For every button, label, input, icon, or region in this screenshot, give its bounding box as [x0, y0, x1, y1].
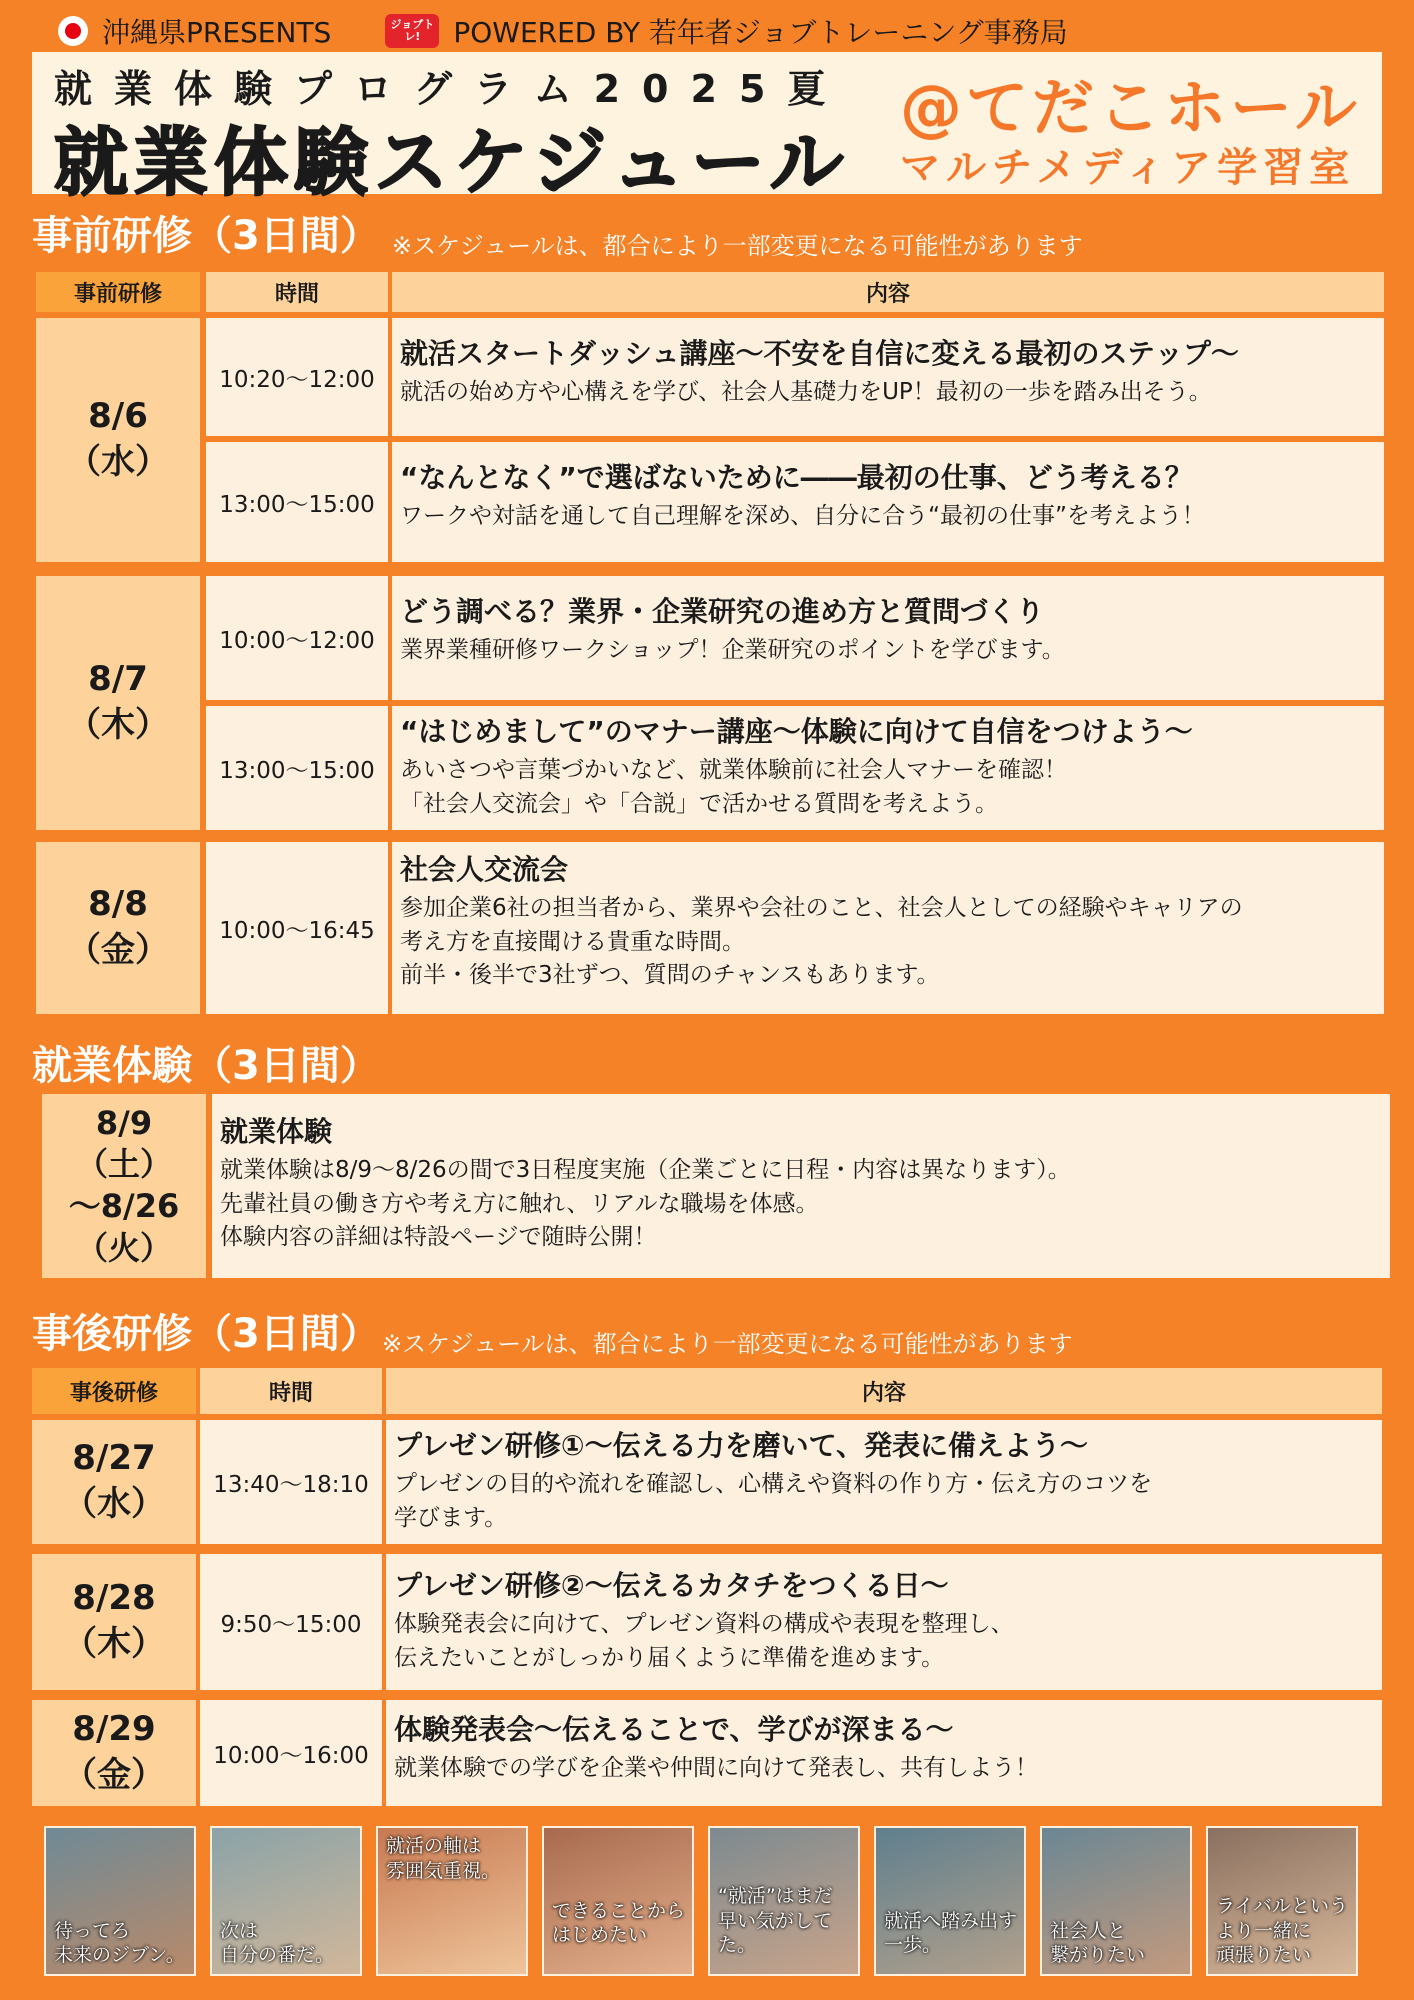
work-experience-heading: 就業体験（3日間） [32, 1043, 380, 1089]
jobtore-logo: ジョブトレ! [385, 14, 439, 48]
photo-2 [210, 1826, 362, 1976]
pre-day-1-date [36, 318, 200, 562]
pre-day-3-session-1-content [392, 842, 1384, 1014]
post-day-2-time: 9:50〜15:00 [200, 1554, 382, 1690]
date-label: 8/7 [88, 659, 148, 700]
caption-line: “就活”はまだ [718, 1884, 833, 1907]
photo-caption [1050, 1919, 1145, 1968]
caption-line: 就活の軸は [386, 1835, 482, 1857]
pre-training-heading: 事前研修（3日間） [32, 213, 380, 259]
date-label: 8/9 [95, 1103, 153, 1142]
photo-5 [708, 1826, 860, 1976]
photo-caption [1216, 1894, 1348, 1968]
post-day-3-time: 10:00〜16:00 [200, 1700, 382, 1806]
pre-schedule-note: ※スケジュールは、都合により一部変更になる可能性があります [392, 232, 1083, 260]
session-description: 「社会人交流会」や「合説」で活かせる質問を考えよう。 [400, 790, 998, 817]
post-day-3-content [386, 1700, 1382, 1806]
caption-line: 雰囲気重視。 [386, 1859, 501, 1882]
post-day-1-time: 13:40〜18:10 [200, 1420, 382, 1544]
photo-7 [1040, 1826, 1192, 1976]
post-day-2-content [386, 1554, 1382, 1690]
pre-col-date-header: 事前研修 [36, 272, 200, 312]
program-title: 就業体験プログラム2025夏 [54, 67, 848, 111]
pre-day-1-session-2-time: 13:00〜15:00 [206, 442, 388, 562]
weekday-label: （火） [75, 1228, 172, 1267]
caption-line: 繋がりたい [1050, 1944, 1146, 1967]
session-title: 就活スタートダッシュ講座〜不安を自信に変える最初のステップ〜 [400, 337, 1239, 370]
session-description: 先輩社員の働き方や考え方に触れ、リアルな職場を体感。 [220, 1190, 819, 1217]
powered-by-text: POWERED BY 若年者ジョブトレーニング事務局 [453, 16, 1068, 49]
session-description: 伝えたいことがしっかり届くように準備を進めます。 [394, 1644, 945, 1671]
session-title: 体験発表会〜伝えることで、学びが深まる〜 [394, 1713, 954, 1746]
photo-1 [44, 1826, 196, 1976]
post-training-heading: 事後研修（3日間） [32, 1311, 380, 1357]
post-col-content-header: 内容 [386, 1368, 1382, 1414]
pre-day-2-date [36, 576, 200, 830]
photo-caption [884, 1909, 1017, 1958]
caption-line: はじめたい [552, 1924, 648, 1947]
page-title: 就業体験スケジュール [54, 120, 850, 206]
session-description: 体験発表会に向けて、プレゼン資料の構成や表現を整理し、 [394, 1611, 1014, 1638]
photo-8 [1206, 1826, 1358, 1976]
date-label: 8/27 [72, 1438, 156, 1479]
session-description: 就活の始め方や心構えを学び、社会人基礎力をUP！最初の一歩を踏み出そう。 [400, 379, 1212, 406]
photo-caption [220, 1919, 334, 1968]
session-title: 社会人交流会 [400, 853, 569, 886]
work-date [42, 1094, 206, 1278]
session-title: プレゼン研修①〜伝える力を磨いて、発表に備えよう〜 [394, 1429, 1089, 1462]
photo-caption [54, 1919, 185, 1968]
session-description: ワークや対話を通して自己理解を深め、自分に合う“最初の仕事”を考えよう！ [400, 503, 1205, 530]
post-schedule-note: ※スケジュールは、都合により一部変更になる可能性があります [382, 1330, 1073, 1358]
session-title: “なんとなく”で選ばないために――最初の仕事、どう考える？ [400, 461, 1193, 494]
caption-line: 就活へ踏み出す [884, 1909, 1018, 1932]
caption-line: 社会人と [1050, 1919, 1127, 1942]
pre-day-2-session-1-content [392, 576, 1384, 700]
post-day-2-date [32, 1554, 196, 1690]
caption-line: ライバルという [1216, 1894, 1349, 1917]
post-day-1-date [32, 1420, 196, 1544]
session-description: 前半・後半で3社ずつ、質問のチャンスもあります。 [400, 962, 940, 989]
post-day-1-content [386, 1420, 1382, 1544]
room-name: マルチメディア学習室 [900, 145, 1356, 191]
pre-day-3-session-1-time: 10:00〜16:45 [206, 842, 388, 1014]
weekday-label: （木） [63, 1624, 165, 1664]
session-description: 体験内容の詳細は特設ページで随時公開！ [220, 1224, 657, 1251]
date-label: 〜8/26 [68, 1187, 180, 1225]
photo-strip [44, 1826, 1374, 1976]
photo-caption [386, 1834, 500, 1883]
weekday-label: （水） [63, 1484, 165, 1524]
pre-day-3-date [36, 842, 200, 1014]
weekday-label: （金） [63, 1755, 165, 1795]
date-label: 8/29 [72, 1709, 156, 1750]
weekday-label: （土） [75, 1145, 172, 1184]
venue-name: @てだこホール [900, 71, 1361, 144]
weekday-label: （木） [67, 705, 169, 745]
date-label: 8/8 [88, 884, 148, 925]
pre-day-2-session-2-content [392, 706, 1384, 830]
pre-day-2-session-2-time: 13:00〜15:00 [206, 706, 388, 830]
weekday-label: （水） [67, 442, 169, 482]
date-label: 8/28 [72, 1578, 156, 1619]
post-col-time-header: 時間 [200, 1368, 382, 1414]
caption-line: 頑張りたい [1216, 1944, 1312, 1967]
pre-col-content-header: 内容 [392, 272, 1384, 312]
date-label: 8/6 [88, 396, 148, 437]
photo-3 [376, 1826, 528, 1976]
session-title: プレゼン研修②〜伝えるカタチをつくる日〜 [394, 1569, 949, 1602]
pre-col-time-header: 時間 [206, 272, 388, 312]
caption-line: できることから [552, 1899, 686, 1922]
caption-line: 自分の番だ。 [220, 1944, 335, 1967]
session-description: 業界業種研修ワークショップ！企業研究のポイントを学びます。 [400, 637, 1065, 664]
session-description: プレゼンの目的や流れを確認し、心構えや資料の作り方・伝え方のコツを [394, 1471, 1153, 1498]
session-title: どう調べる？業界・企業研究の進め方と質問づくり [400, 595, 1045, 628]
session-title: “はじめまして”のマナー講座〜体験に向けて自信をつけよう〜 [400, 715, 1193, 748]
session-description: 参加企業6社の担当者から、業界や会社のこと、社会人としての経験やキャリアの [400, 895, 1243, 922]
caption-line: 未来のジブン。 [54, 1944, 185, 1967]
session-description: 考え方を直接聞ける貴重な時間。 [400, 928, 745, 955]
session-title: 就業体験 [220, 1115, 333, 1148]
post-day-3-date [32, 1700, 196, 1806]
caption-line: 一歩。 [884, 1934, 942, 1957]
weekday-label: （金） [67, 930, 169, 970]
header-banner [32, 52, 1382, 206]
photo-4 [542, 1826, 694, 1976]
caption-line: 早い気がしてた。 [718, 1909, 833, 1957]
session-description: 就業体験での学びを企業や仲間に向けて発表し、共有しよう！ [394, 1755, 1038, 1782]
session-description: 学びます。 [394, 1504, 508, 1531]
presents-text: 沖縄県PRESENTS [102, 16, 332, 49]
photo-caption [552, 1899, 685, 1948]
okinawa-logo-icon [58, 16, 88, 46]
post-col-date-header: 事後研修 [32, 1368, 196, 1414]
pre-day-1-session-2-content [392, 442, 1384, 562]
caption-line: 待ってろ [54, 1919, 131, 1942]
photo-caption [718, 1884, 858, 1958]
caption-line: 次は [220, 1919, 259, 1942]
pre-day-1-session-1-time: 10:20〜12:00 [206, 318, 388, 436]
pre-day-1-session-1-content [392, 318, 1384, 436]
work-content [212, 1094, 1390, 1278]
session-description: あいさつや言葉づかいなど、就業体験前に社会人マナーを確認！ [400, 757, 1067, 784]
top-bar [58, 10, 1068, 52]
pre-day-2-session-1-time: 10:00〜12:00 [206, 576, 388, 700]
photo-6 [874, 1826, 1026, 1976]
session-description: 就業体験は8/9〜8/26の間で3日程度実施（企業ごとに日程・内容は異なります）。 [220, 1157, 1071, 1184]
caption-line: より一緒に [1216, 1919, 1312, 1942]
